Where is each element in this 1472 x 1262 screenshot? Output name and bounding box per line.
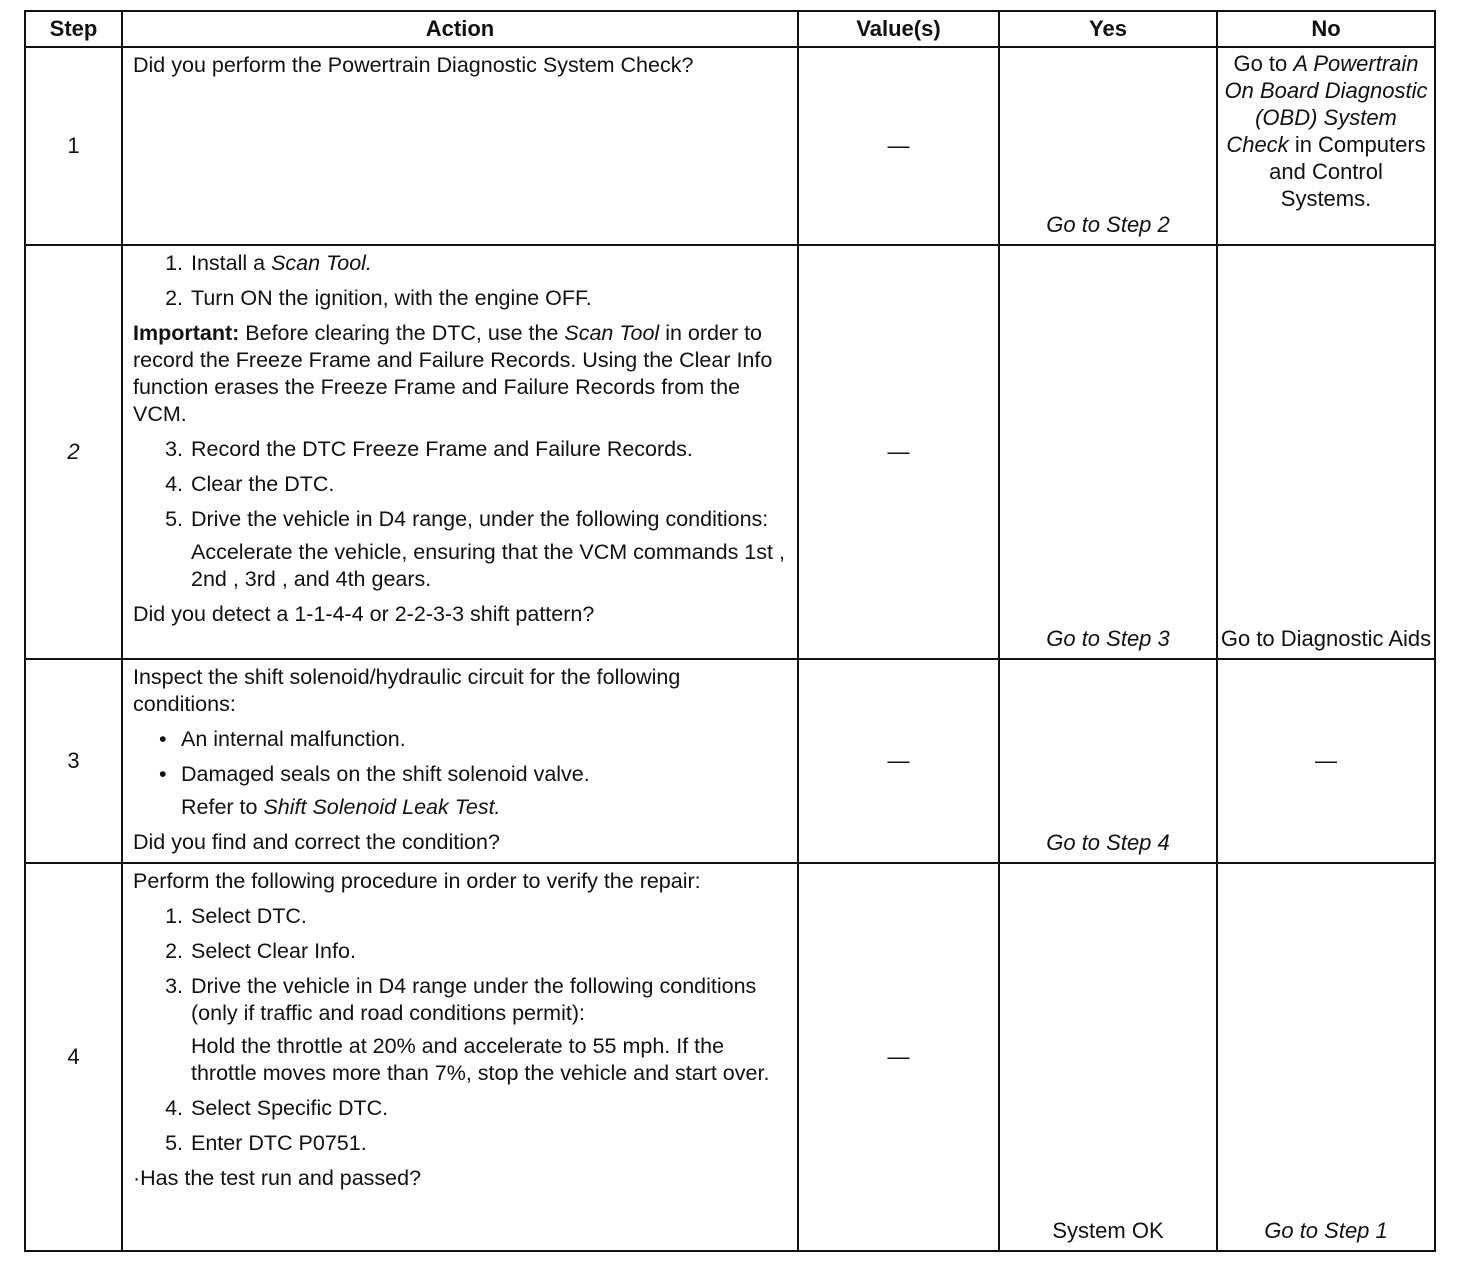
header-values: Value(s)	[798, 11, 999, 47]
step-number: 2	[25, 245, 122, 659]
list-item: 2. Select Clear Info.	[189, 938, 789, 965]
intro-text: Inspect the shift solenoid/hydraulic circuit for the following conditions:	[133, 665, 681, 716]
no-link[interactable]: A Powertrain On Board Diagnostic (OBD) System Check	[1224, 51, 1428, 157]
value-cell: —	[798, 47, 999, 245]
action-text: Did you perform the Powertrain Diagnostic System Check?	[133, 53, 694, 77]
header-step: Step	[25, 11, 122, 47]
no-cell	[1217, 47, 1435, 245]
list-item: • Damaged seals on the shift solenoid valve. Refer to Shift Solenoid Leak Test.	[181, 761, 789, 821]
bullet-icon: •	[159, 762, 167, 786]
step-number: 3	[25, 659, 122, 863]
yes-cell	[999, 659, 1217, 863]
step-number: 4	[25, 863, 122, 1251]
no-suffix: in Computers and Control Systems.	[1269, 132, 1426, 211]
action-cell	[122, 659, 798, 863]
action-cell	[122, 245, 798, 659]
question-text: Did you detect a 1-1-4-4 or 2-2-3-3 shift pattern?	[133, 602, 595, 626]
no-link[interactable]: Go to Step 1	[1264, 1218, 1388, 1243]
list-item: 5. Drive the vehicle in D4 range, under the following conditions: Accelerate the vehicle, ensuring that the VCM commands 1st , 2nd , 3rd , and 4th gears.	[189, 506, 789, 593]
action-cell	[122, 47, 798, 245]
yes-cell	[999, 863, 1217, 1251]
question-text: ·Has the test run and passed?	[133, 1166, 422, 1190]
no-prefix: Go to	[1233, 51, 1288, 76]
intro-text: Perform the following procedure in order to verify the repair:	[133, 869, 701, 893]
value-cell: —	[798, 863, 999, 1251]
no-cell	[1217, 245, 1435, 659]
yes-cell	[999, 47, 1217, 245]
yes-cell	[999, 245, 1217, 659]
no-cell: —	[1217, 659, 1435, 863]
list-item: 4. Select Specific DTC.	[189, 1095, 789, 1122]
value-cell: —	[798, 659, 999, 863]
sub-text: Accelerate the vehicle, ensuring that the VCM commands 1st , 2nd , 3rd , and 4th gears.	[191, 540, 785, 591]
table-row	[25, 863, 1435, 1251]
list-item: 5. Enter DTC P0751.	[189, 1130, 789, 1157]
diagnostic-table	[24, 10, 1436, 1252]
table-row	[25, 659, 1435, 863]
header-row	[25, 11, 1435, 47]
yes-link[interactable]: Go to Step 4	[1046, 830, 1170, 855]
value-cell: —	[798, 245, 999, 659]
list-item: • An internal malfunction.	[159, 727, 406, 751]
table-row	[25, 47, 1435, 245]
table-row	[25, 245, 1435, 659]
header-action: Action	[122, 11, 798, 47]
yes-link[interactable]: Go to Step 3	[1046, 626, 1170, 651]
question-text: Did you find and correct the condition?	[133, 830, 500, 854]
list-item: 2. Turn ON the ignition, with the engine OFF.	[189, 285, 789, 312]
sub-text: Hold the throttle at 20% and accelerate to 55 mph. If the throttle moves more than 7%, stop the vehicle and start over.	[191, 1034, 770, 1085]
list-item: 4. Clear the DTC.	[189, 471, 789, 498]
list-item: 1. Select DTC.	[189, 903, 789, 930]
bullet-icon: •	[159, 727, 167, 751]
no-cell	[1217, 863, 1435, 1251]
important-note: Important: Before clearing the DTC, use the Scan Tool in order to record the Freeze Frame and Failure Records. Using the Clear Info function erases the Freeze Frame and Failure Records from the VCM.	[133, 321, 773, 426]
yes-link[interactable]: Go to Step 2	[1046, 212, 1170, 237]
no-link[interactable]: Go to Diagnostic Aids	[1220, 626, 1432, 651]
list-item: 1. Install a Scan Tool.	[189, 250, 789, 277]
header-yes: Yes	[999, 11, 1217, 47]
header-no: No	[1217, 11, 1435, 47]
list-item: 3. Drive the vehicle in D4 range under the following conditions (only if traffic and road conditions permit): Hold the throttle at 20% and accelerate to 55 mph. If the throttle moves more than 7%, stop the vehicle and start over.	[189, 973, 789, 1087]
step-number: 1	[25, 47, 122, 245]
refer-text: Refer to Shift Solenoid Leak Test.	[181, 795, 501, 819]
list-item: 3. Record the DTC Freeze Frame and Failure Records.	[189, 436, 789, 463]
action-cell	[122, 863, 798, 1251]
yes-result: System OK	[1052, 1218, 1164, 1243]
